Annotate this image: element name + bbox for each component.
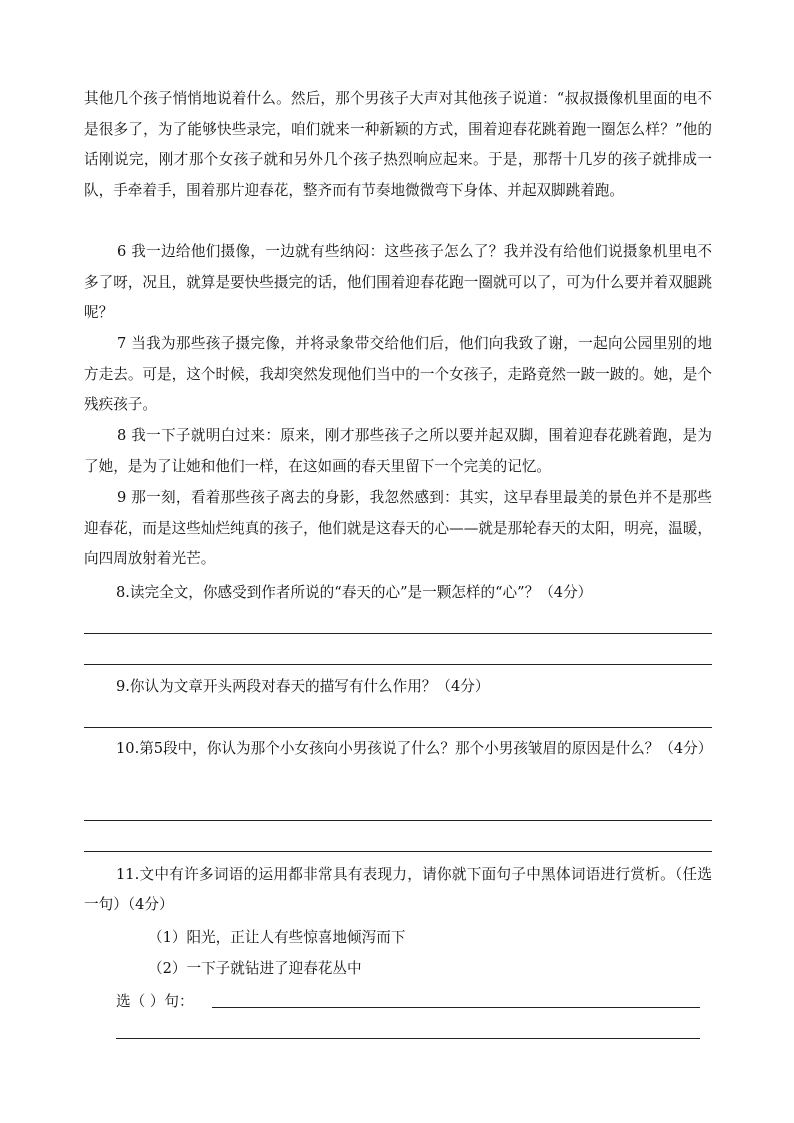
question-10: 10.第5段中，你认为那个小女孩向小男孩说了什么？那个小男孩皱眉的原因是什么？（4分） [116, 740, 713, 757]
question-11-option-2: （2）一下子就钻进了迎春花丛中 [148, 960, 362, 977]
passage-paragraph-8: 8 我一下子就明白过来：原来，刚才那些孩子之所以要并起双脚，围着迎春花跳着跑，是为了她，是为了让她和他们一样，在这如画的春天里留下一个完美的记忆。 [84, 427, 712, 475]
question-9: 9.你认为文章开头两段对春天的描写有什么作用？（4分） [116, 678, 490, 695]
passage-paragraph-6: 6 我一边给他们摄像，一边就有些纳闷：这些孩子怎么了？我并没有给他们说摄象机里电不多了呀，况且，就算是要快些摄完的话，他们围着迎春花跑一圈就可以了，可为什么要并着双腿跳呢？ [84, 243, 712, 321]
passage-paragraph-9: 9 那一刻，看着那些孩子离去的身影，我忽然感到：其实，这早春里最美的景色并不是那些迎春花，而是这些灿烂纯真的孩子，他们就是这春天的心——就是那轮春天的太阳，明亮，温暖，向四周放射着光芒。 [84, 489, 712, 567]
passage-paragraph-5-tail: 其他几个孩子悄悄地说着什么。然后，那个男孩子大声对其他孩子说道：“叔叔摄像机里面的电不是很多了，为了能够快些录完，咱们就来一种新颖的方式，围着迎春花跳着跑一圈怎么样？”他的话刚说完，刚才那个女孩子就和另外几个孩子热烈响应起来。于是，那帮十几岁的孩子就排成一队，手牵着手，围着那片迎春花，整齐而有节奏地微微弯下身体、并起双脚跳着跑。 [84, 90, 712, 199]
question-8: 8.读完全文，你感受到作者所说的“春天的心”是一颗怎样的“心”？（4分） [116, 584, 593, 601]
answer-line[interactable] [84, 851, 712, 852]
answer-line[interactable] [84, 633, 712, 634]
answer-line[interactable] [84, 820, 712, 821]
passage-paragraph-7: 7 当我为那些孩子摄完像，并将录象带交给他们后，他们向我致了谢，一起向公园里别的地方走去。可是，这个时候，我却突然发现他们当中的一个女孩子，走路竟然一跛一跛的。她，是个残疾孩子。 [84, 335, 712, 413]
question-11-select-label: 选（ ）句： [116, 993, 194, 1010]
question-11-option-1: （1）阳光，正让人有些惊喜地倾泻而下 [148, 929, 406, 946]
answer-line[interactable] [116, 1038, 700, 1039]
answer-line[interactable] [84, 727, 712, 728]
answer-line[interactable] [84, 664, 712, 665]
answer-line[interactable] [212, 1007, 700, 1008]
question-11: 11.文中有许多词语的运用都非常具有表现力，请你就下面句子中黑体词语进行赏析。（任选一句）（4分） [84, 866, 712, 913]
